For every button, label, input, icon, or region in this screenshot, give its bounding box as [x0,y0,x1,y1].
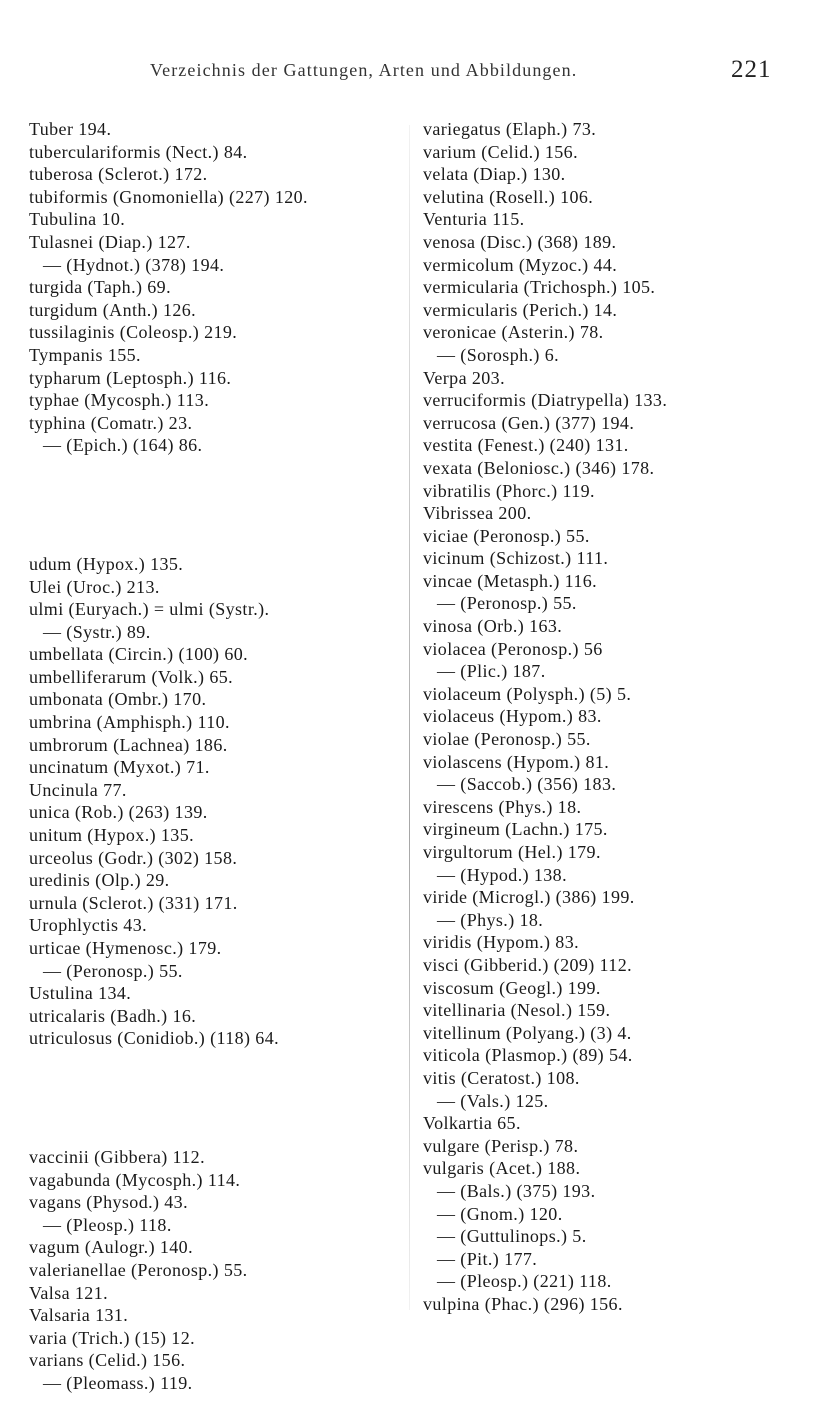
index-entry: — (Epich.) (164) 86. [43,435,203,456]
index-entry: virgultorum (Hel.) 179. [423,842,601,862]
index-entry: varians (Celid.) 156. [29,1350,186,1371]
index-entry: tuberosa (Sclerot.) 172. [29,164,208,185]
index-entry: umbonata (Ombr.) 170. [29,689,207,710]
index-entry: — (Systr.) 89. [43,621,151,642]
index-entry: ulmi (Euryach.) = ulmi (Systr.). [29,599,270,620]
index-entry: umbelliferarum (Volk.) 65. [29,666,234,687]
index-entry: Ulei (Uroc.) 213. [29,576,160,597]
index-entry: — (Guttulinops.) 5. [437,1226,587,1247]
index-entry: visci (Gibberid.) (209) 112. [423,954,632,975]
index-entry: uredinis (Olp.) 29. [29,870,170,891]
index-entry: varia (Trich.) (15) 12. [29,1327,195,1348]
index-entry: — (Pleomass.) 119. [43,1372,193,1393]
page-header [0,56,830,92]
index-entry: Ustulina 134. [29,983,132,1004]
index-entry: tussilaginis (Coleosp.) 219. [29,322,238,343]
index-entry: viride (Microgl.) (386) 199. [423,887,635,908]
index-entry: vitellinaria (Nesol.) 159. [423,1000,611,1021]
index-entry: typharum (Leptosph.) 116. [29,367,232,388]
index-entry: tuberculariformis (Nect.) 84. [29,141,248,162]
index-entry: varium (Celid.) 156. [423,141,578,162]
index-entry: vincae (Metasph.) 116. [423,570,598,591]
index-entry: viciae (Peronosp.) 55. [423,525,590,546]
index-entry: typhae (Mycosph.) 113. [29,390,210,411]
index-entry: umbrorum (Lachnea) 186. [29,734,228,755]
index-entry: vibratilis (Phorc.) 119. [423,480,595,501]
index-entry: violae (Peronosp.) 55. [423,729,591,750]
index-entry: — (Phys.) 18. [437,909,544,930]
index-entry: vicinum (Schizost.) 111. [423,548,609,569]
index-entry: violacea (Peronosp.) 56 [423,638,603,659]
index-entry: — (Peronosp.) 55. [437,593,577,614]
index-entry: veronicae (Asterin.) 78. [423,322,604,343]
index-entry: violaceum (Polysph.) (5) 5. [423,683,632,704]
index-entry: — (Sorosph.) 6. [437,344,559,365]
index-entry: violaceus (Hypom.) 83. [423,706,602,727]
index-entry: — (Pleosp.) (221) 118. [437,1271,612,1292]
index-column-left [29,118,404,1395]
index-entry: vagabunda (Mycosph.) 114. [29,1169,241,1190]
index-entry: vitellinum (Polyang.) (3) 4. [423,1022,632,1043]
index-entry: Vibrissea 200. [423,503,532,524]
index-entry: venosa (Disc.) (368) 189. [423,231,617,252]
index-entry: viridis (Hypom.) 83. [423,932,579,953]
index-entry: vagans (Physod.) 43. [29,1192,188,1213]
column-divider [409,125,410,1310]
index-entry: Volkartia 65. [423,1113,521,1134]
index-entry: turgidum (Anth.) 126. [29,299,197,320]
index-entry: vitis (Ceratost.) 108. [423,1067,580,1088]
index-entry: uncinatum (Myxot.) 71. [29,757,210,778]
index-column-right [423,118,813,1315]
index-entry: urticae (Hymenosc.) 179. [29,938,222,958]
index-entry: virescens (Phys.) 18. [423,796,582,817]
index-entry: Tympanis 155. [29,344,141,365]
index-entry: — (Hypod.) 138. [437,864,567,885]
index-entry: — (Pit.) 177. [437,1248,538,1269]
index-entry: vexata (Beloniosc.) (346) 178. [423,457,655,478]
index-entry: vestita (Fenest.) (240) 131. [423,435,629,456]
index-entry: velutina (Rosell.) 106. [423,186,594,207]
page-number: 221 [731,56,772,83]
index-entry: urnula (Sclerot.) (331) 171. [29,892,238,913]
index-entry: viticola (Plasmop.) (89) 54. [423,1045,633,1066]
index-entry: utriculosus (Conidiob.) (118) 64. [29,1028,280,1049]
index-entry: — (Saccob.) (356) 183. [437,774,617,795]
index-entry: Venturia 115. [423,209,525,230]
index-entry: — (Hydnot.) (378) 194. [43,254,225,275]
index-entry: Tubulina 10. [29,209,126,230]
index-entry: vaccinii (Gibbera) 112. [29,1146,205,1167]
index-entry: virgineum (Lachn.) 175. [423,819,608,840]
index-entry: Uncinula 77. [29,779,127,800]
index-entry: velata (Diap.) 130. [423,164,566,185]
index-entry: viscosum (Geogl.) 199. [423,977,601,998]
index-entry: unica (Rob.) (263) 139. [29,802,208,823]
index-entry: — (Bals.) (375) 193. [437,1180,596,1201]
index-entry: violascens (Hypom.) 81. [423,751,610,772]
index-entry: vermicularis (Perich.) 14. [423,299,618,320]
index-entry: — (Gnom.) 120. [437,1203,563,1224]
index-entry: urceolus (Godr.) (302) 158. [29,847,238,868]
index-entry: valerianellae (Peronosp.) 55. [29,1259,248,1280]
index-entry: vulpina (Phac.) (296) 156. [423,1293,623,1314]
index-entry: Valsa 121. [29,1282,108,1303]
index-entry: tubiformis (Gnomoniella) (227) 120. [29,186,308,207]
index-entry: umbellata (Circin.) (100) 60. [29,644,249,665]
index-entry: unitum (Hypox.) 135. [29,825,194,846]
index-entry: vulgaris (Acet.) 188. [423,1158,581,1179]
index-entry: vermicularia (Trichosph.) 105. [423,277,656,298]
index-entry: vulgare (Perisp.) 78. [423,1135,579,1156]
index-entry: Verpa 203. [423,367,505,388]
index-entry: Tulasnei (Diap.) 127. [29,231,191,252]
index-entry: — (Pleosp.) 118. [43,1214,172,1235]
index-entry: vagum (Aulogr.) 140. [29,1237,193,1258]
index-entry: udum (Hypox.) 135. [29,553,184,574]
index-entry: — (Vals.) 125. [437,1090,549,1111]
index-entry: Tuber 194. [29,119,112,139]
index-entry: utricalaris (Badh.) 16. [29,1005,197,1026]
index-entry: vermicolum (Myzoc.) 44. [423,254,618,275]
index-entry: umbrina (Amphisph.) 110. [29,712,230,733]
index-entry: verrucosa (Gen.) (377) 194. [423,412,635,433]
index-entry: Urophlyctis 43. [29,915,147,936]
index-entry: turgida (Taph.) 69. [29,277,171,298]
index-entry: vinosa (Orb.) 163. [423,616,563,637]
index-entry: variegatus (Elaph.) 73. [423,119,597,139]
index-entry: Valsaria 131. [29,1305,129,1326]
index-entry: — (Peronosp.) 55. [43,960,183,981]
index-entry: typhina (Comatr.) 23. [29,412,193,433]
index-entry: verruciformis (Diatrypella) 133. [423,390,668,411]
index-entry: — (Plic.) 187. [437,661,546,682]
running-title: Verzeichnis der Gattungen, Arten und Abbildungen. [150,60,578,80]
